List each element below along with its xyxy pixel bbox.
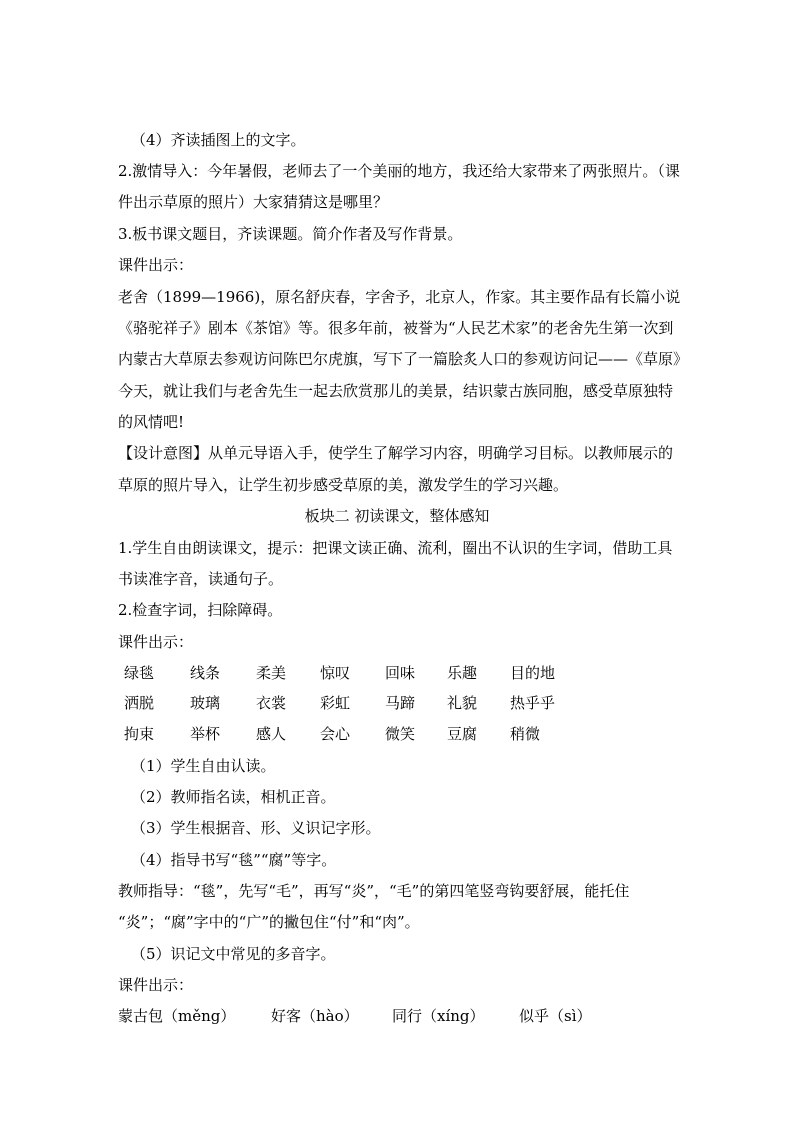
teacher-guide-line-2: “炎”；“腐”字中的“广”的撇包住“付”和“肉”。 <box>118 913 420 931</box>
word-item: 会心 <box>320 725 351 743</box>
courseware-label-1: 课件出示： <box>118 256 194 274</box>
author-bio-line-1: 老舍（1899—1966)，原名舒庆春，字舍予，北京人，作家。其主要作品有长篇小说 <box>118 288 681 306</box>
step-2-intro-line-1: 2.激情导入：今年暑假，老师去了一个美丽的地方，我还给大家带来了两张照片。（课 <box>118 162 680 180</box>
teacher-guide-line-1: 教师指导：“毯”，先写“毛”，再写“炎”，“毛”的第四笔竖弯钩要舒展，能托住 <box>118 882 630 900</box>
item-1-line-2: 书读准字音，读通句子。 <box>118 570 284 588</box>
word-item: 微笑 <box>385 725 416 743</box>
courseware-label-2: 课件出示： <box>118 633 194 651</box>
sub-step-1: （1）学生自由认读。 <box>131 757 276 775</box>
courseware-label-3: 课件出示： <box>118 976 194 994</box>
word-item: 衣裳 <box>256 694 287 712</box>
word-item: 马蹄 <box>385 694 416 712</box>
word-item: 豆腐 <box>447 725 478 743</box>
word-item: 线条 <box>190 664 221 682</box>
today-line-1: 今天，就让我们与老舍先生一起去欣赏那儿的美景，结识蒙古族同胞，感受草原独特 <box>118 382 674 400</box>
word-item: 乐趣 <box>447 664 478 682</box>
sub-step-5: （5）识记文中常见的多音字。 <box>131 945 336 963</box>
step-2-intro-line-2: 件出示草原的照片）大家猜猜这是哪里？ <box>118 193 389 211</box>
polyphone-item: 似乎（sì） <box>519 1007 592 1025</box>
word-item: 拘束 <box>124 725 155 743</box>
author-bio-line-2: 《骆驼祥子》剧本《茶馆》等。很多年前，被誉为“人民艺术家”的老舍先生第一次到 <box>118 319 674 337</box>
polyphone-item: 好客（hào） <box>271 1007 359 1025</box>
polyphone-item: 同行（xíng） <box>392 1007 485 1025</box>
step-4-read-caption: （4）齐读插图上的文字。 <box>131 131 306 149</box>
step-3-title: 3.板书课文题目，齐读课题。简介作者及写作背景。 <box>118 225 463 243</box>
design-intent-line-2: 草原的照片导入，让学生初步感受草原的美，激发学生的学习兴趣。 <box>118 476 569 494</box>
word-item: 稍微 <box>510 725 541 743</box>
sub-step-2: （2）教师指名读，相机正音。 <box>131 788 336 806</box>
word-item: 感人 <box>256 725 287 743</box>
word-item: 礼貌 <box>447 694 478 712</box>
word-item: 绿毯 <box>124 664 155 682</box>
word-item: 热乎乎 <box>510 694 556 712</box>
sub-step-4: （4）指导书写“毯”“腐”等字。 <box>131 851 337 869</box>
word-item: 举杯 <box>190 725 221 743</box>
design-intent-line-1: 【设计意图】从单元导语入手，使学生了解学习内容，明确学习目标。以教师展示的 <box>118 444 674 462</box>
word-item: 目的地 <box>510 664 556 682</box>
section-2-heading: 板块二 初读课文，整体感知 <box>304 507 490 525</box>
word-item: 洒脱 <box>124 694 155 712</box>
word-item: 惊叹 <box>320 664 351 682</box>
author-bio-line-3: 内蒙古大草原去参观访问陈巴尔虎旗，写下了一篇脍炙人口的参观访问记——《草原》 <box>118 350 689 368</box>
word-item: 回味 <box>385 664 416 682</box>
word-item: 玻璃 <box>190 694 221 712</box>
sub-step-3: （3）学生根据音、形、义识记字形。 <box>131 819 381 837</box>
today-line-2: 的风情吧! <box>118 413 185 431</box>
word-item: 柔美 <box>256 664 287 682</box>
item-2-check-words: 2.检查字词，扫除障碍。 <box>118 601 283 619</box>
item-1-line-1: 1.学生自由朗读课文，提示：把课文读正确、流利，圈出不认识的生字词，借助工具 <box>118 539 673 557</box>
word-item: 彩虹 <box>320 694 351 712</box>
polyphone-item: 蒙古包（měng） <box>118 1007 236 1025</box>
